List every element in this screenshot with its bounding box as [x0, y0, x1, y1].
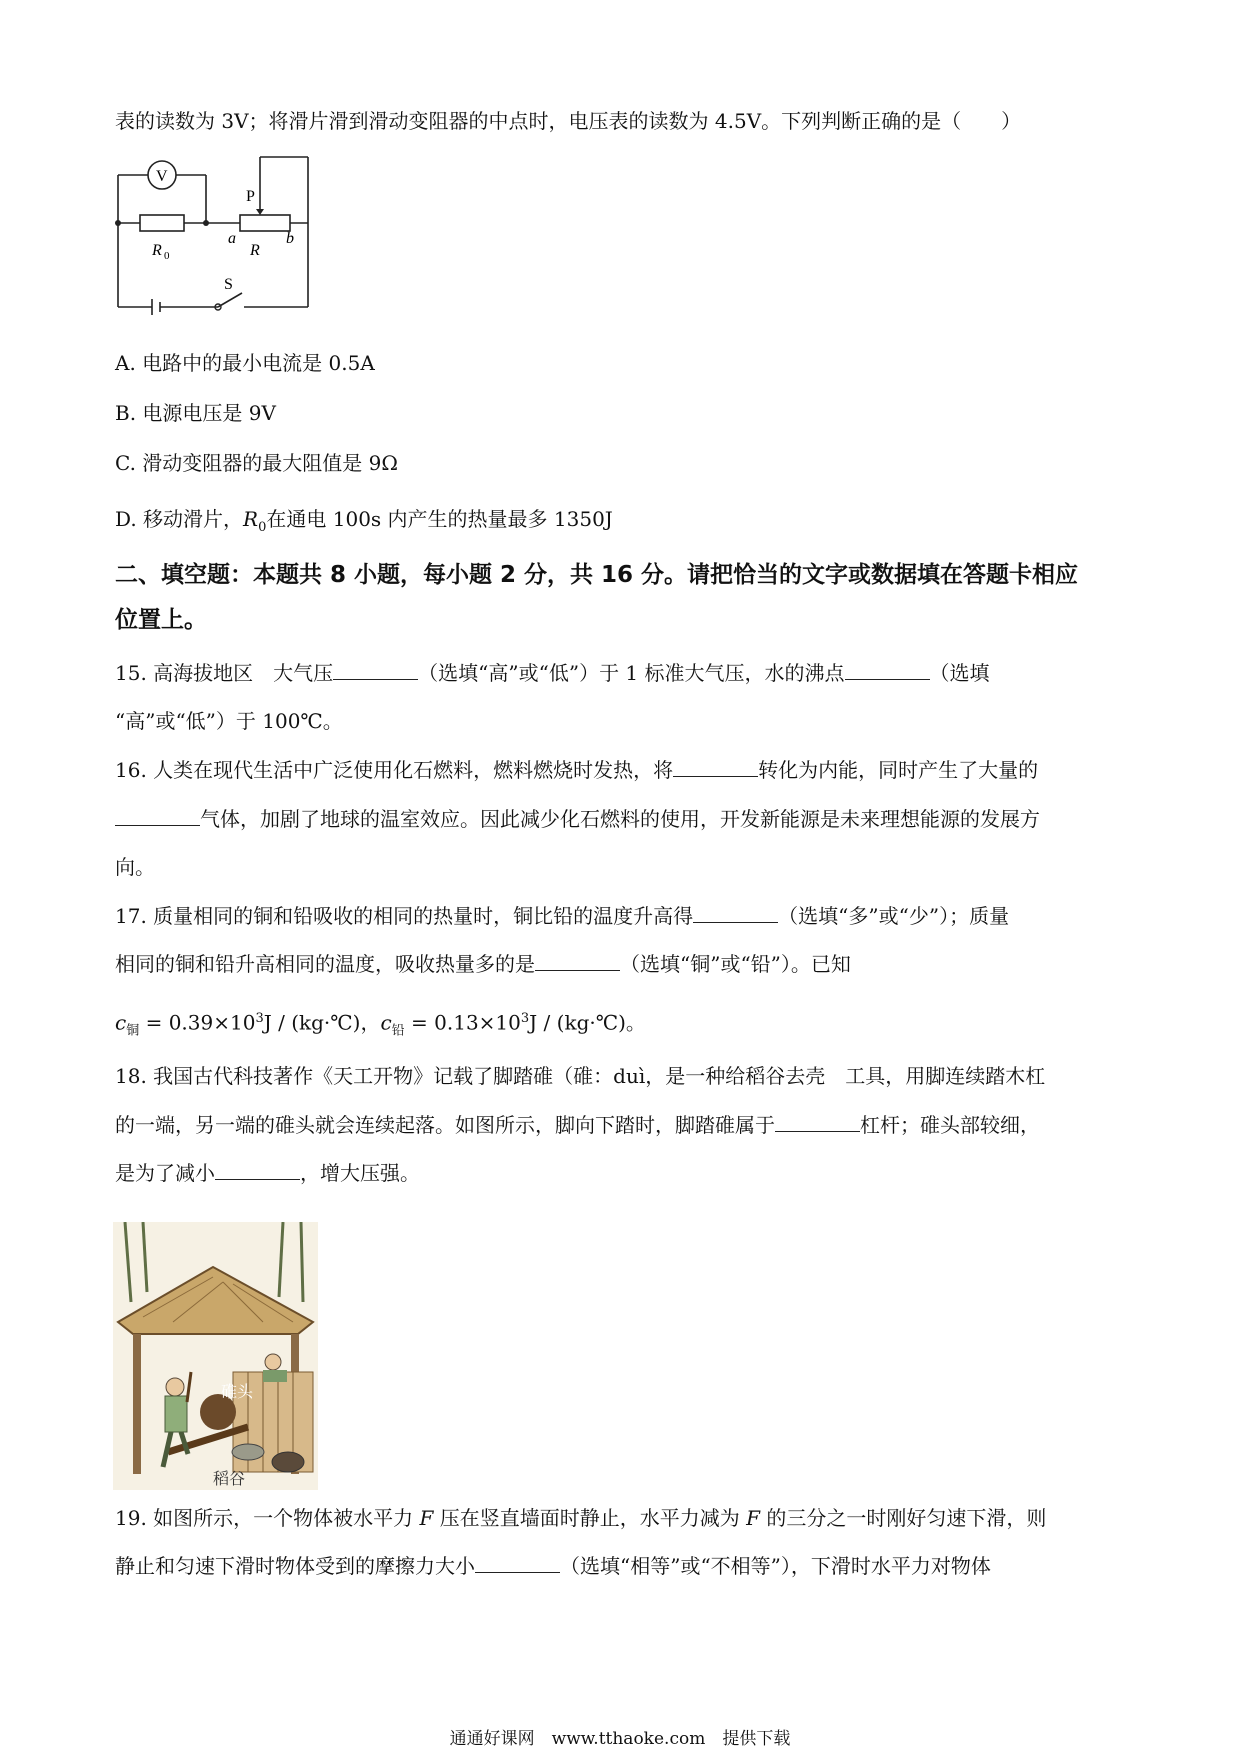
q19-text-2b: （选填“相等”或“不相等”），下滑时水平力对物体 [560, 1554, 991, 1578]
q17-cu-val: = 0.39×10 [139, 1010, 256, 1035]
pestle-head-label: 碓头 [221, 1382, 254, 1401]
q19-force-var-2: F [746, 1506, 761, 1530]
q14-option-a: A. 电路中的最小电流是 0.5A [115, 351, 375, 375]
q19-blank-1[interactable] [475, 1554, 560, 1573]
q18-blank-2[interactable] [215, 1161, 300, 1180]
q19-force-var-1: F [419, 1506, 434, 1530]
q16-text-2: 转化为内能，同时产生了大量的 [758, 758, 1039, 782]
q17-cu-sub: 铜 [126, 1023, 140, 1039]
q17-formula [115, 1006, 646, 1045]
switch-label: S [224, 276, 233, 293]
q16-line1 [115, 757, 1038, 783]
q18-text-5: ，增大压强。 [300, 1161, 420, 1185]
q17-pb-exp: 3 [520, 1011, 530, 1026]
rice-grain-label: 稻谷 [213, 1469, 246, 1488]
slider-label: P [246, 188, 255, 205]
q17-pb-val: = 0.13×10 [404, 1010, 521, 1035]
q14-option-d-pre: D. 移动滑片， [115, 507, 244, 531]
q17-text-2: （选填“多”或“少”）；质量 [778, 904, 1010, 928]
q17-pb-unit: J / (kg·℃)。 [529, 1010, 646, 1035]
q15-blank-2[interactable] [845, 661, 930, 680]
q18-text-3: 杠杆；碓头部较细， [860, 1113, 1040, 1137]
q17-line2 [115, 951, 851, 977]
q19-text-2a: 静止和匀速下滑时物体受到的摩擦力大小 [115, 1554, 475, 1578]
node-b-label: b [286, 230, 294, 247]
q17-text-1: 17. 质量相同的铜和铅吸收的相同的热量时，铜比铅的温度升高得 [115, 904, 694, 928]
q17-text-3: 相同的铜和铅升高相同的温度，吸收热量多的是 [115, 952, 535, 976]
section2-heading-line1: 二、填空题：本题共 8 小题，每小题 2 分，共 16 分。请把恰当的文字或数据填在答题卡相应 [115, 562, 1079, 588]
q14-option-d-var: R [243, 507, 259, 531]
q19-text-1c: 的三分之一时刚好匀速下滑，则 [760, 1506, 1047, 1530]
r0-sub: 0 [164, 250, 170, 262]
r0-label: R [152, 242, 162, 259]
q19-line2 [115, 1553, 991, 1579]
q15-blank-1[interactable] [333, 661, 418, 680]
q16-text-1: 16. 人类在现代生活中广泛使用化石燃料，燃料燃烧时发热，将 [115, 758, 674, 782]
q15-line1 [115, 660, 990, 686]
q16-blank-1[interactable] [673, 758, 758, 777]
q16-text-3: 气体，加剧了地球的温室效应。因此减少化石燃料的使用，开发新能源是未来理想能源的发展方 [200, 807, 1040, 831]
page-footer: 通通好课网 www.tthaoke.com 提供下载 [449, 1729, 791, 1749]
q19-text-1b: 压在竖直墙面时静止，水平力减为 [433, 1506, 747, 1530]
r-label: R [250, 242, 260, 259]
q17-cu-exp: 3 [255, 1011, 264, 1026]
q17-blank-1[interactable] [693, 904, 778, 923]
q15-text-2: （选填“高”或“低”）于 1 标准大气压，水的沸点 [418, 661, 845, 685]
q14-option-d [115, 506, 613, 541]
q18-blank-1[interactable] [775, 1113, 860, 1132]
q14-option-b: B. 电源电压是 9V [115, 401, 276, 425]
q17-c-cu: c [115, 1010, 127, 1035]
q14-stem-tail: 表的读数为 3V；将滑片滑到滑动变阻器的中点时，电压表的读数为 4.5V。下列判断正确的是（ ） [115, 109, 1022, 133]
q17-blank-2[interactable] [535, 952, 620, 971]
foot-pedal-mill-illustration [113, 1222, 318, 1490]
q14-option-c: C. 滑动变阻器的最大阻值是 9Ω [115, 451, 398, 475]
q14-option-d-post: 在通电 100s 内产生的热量最多 1350J [266, 507, 613, 531]
q15-text-1: 15. 高海拔地区 大气压 [115, 661, 334, 685]
q17-line1 [115, 903, 1009, 929]
q18-text-2: 的一端，另一端的碓头就会连续起落。如图所示，脚向下踏时，脚踏碓属于 [115, 1113, 775, 1137]
circuit-diagram [110, 155, 310, 315]
q15-line2: “高”或“低”）于 100℃。 [115, 709, 343, 733]
q16-blank-2[interactable] [115, 807, 200, 826]
q15-text-3: （选填 [929, 661, 990, 685]
q17-c-pb: c [380, 1010, 392, 1035]
q18-text-4: 是为了减小 [115, 1161, 215, 1185]
voltmeter-label: V [156, 168, 168, 185]
q18-line2 [115, 1112, 1040, 1138]
q18-line3 [115, 1160, 420, 1186]
q19-text-1a: 19. 如图所示，一个物体被水平力 [115, 1506, 420, 1530]
q17-text-4: （选填“铜”或“铅”）。已知 [620, 952, 851, 976]
q16-line3: 向。 [115, 855, 155, 879]
q17-pb-sub: 铅 [391, 1023, 405, 1039]
node-a-label: a [228, 230, 236, 247]
q14-option-d-sub: 0 [258, 520, 267, 535]
q18-line1: 18. 我国古代科技著作《天工开物》记载了脚踏碓（碓：duì，是一种给稻谷去壳 工具，用脚连续踏木杠 [115, 1064, 1046, 1088]
q19-line1 [115, 1505, 1046, 1531]
section2-heading-line2: 位置上。 [115, 607, 207, 633]
q17-cu-unit: J / (kg·℃)， [263, 1010, 381, 1035]
q16-line2 [115, 806, 1040, 832]
